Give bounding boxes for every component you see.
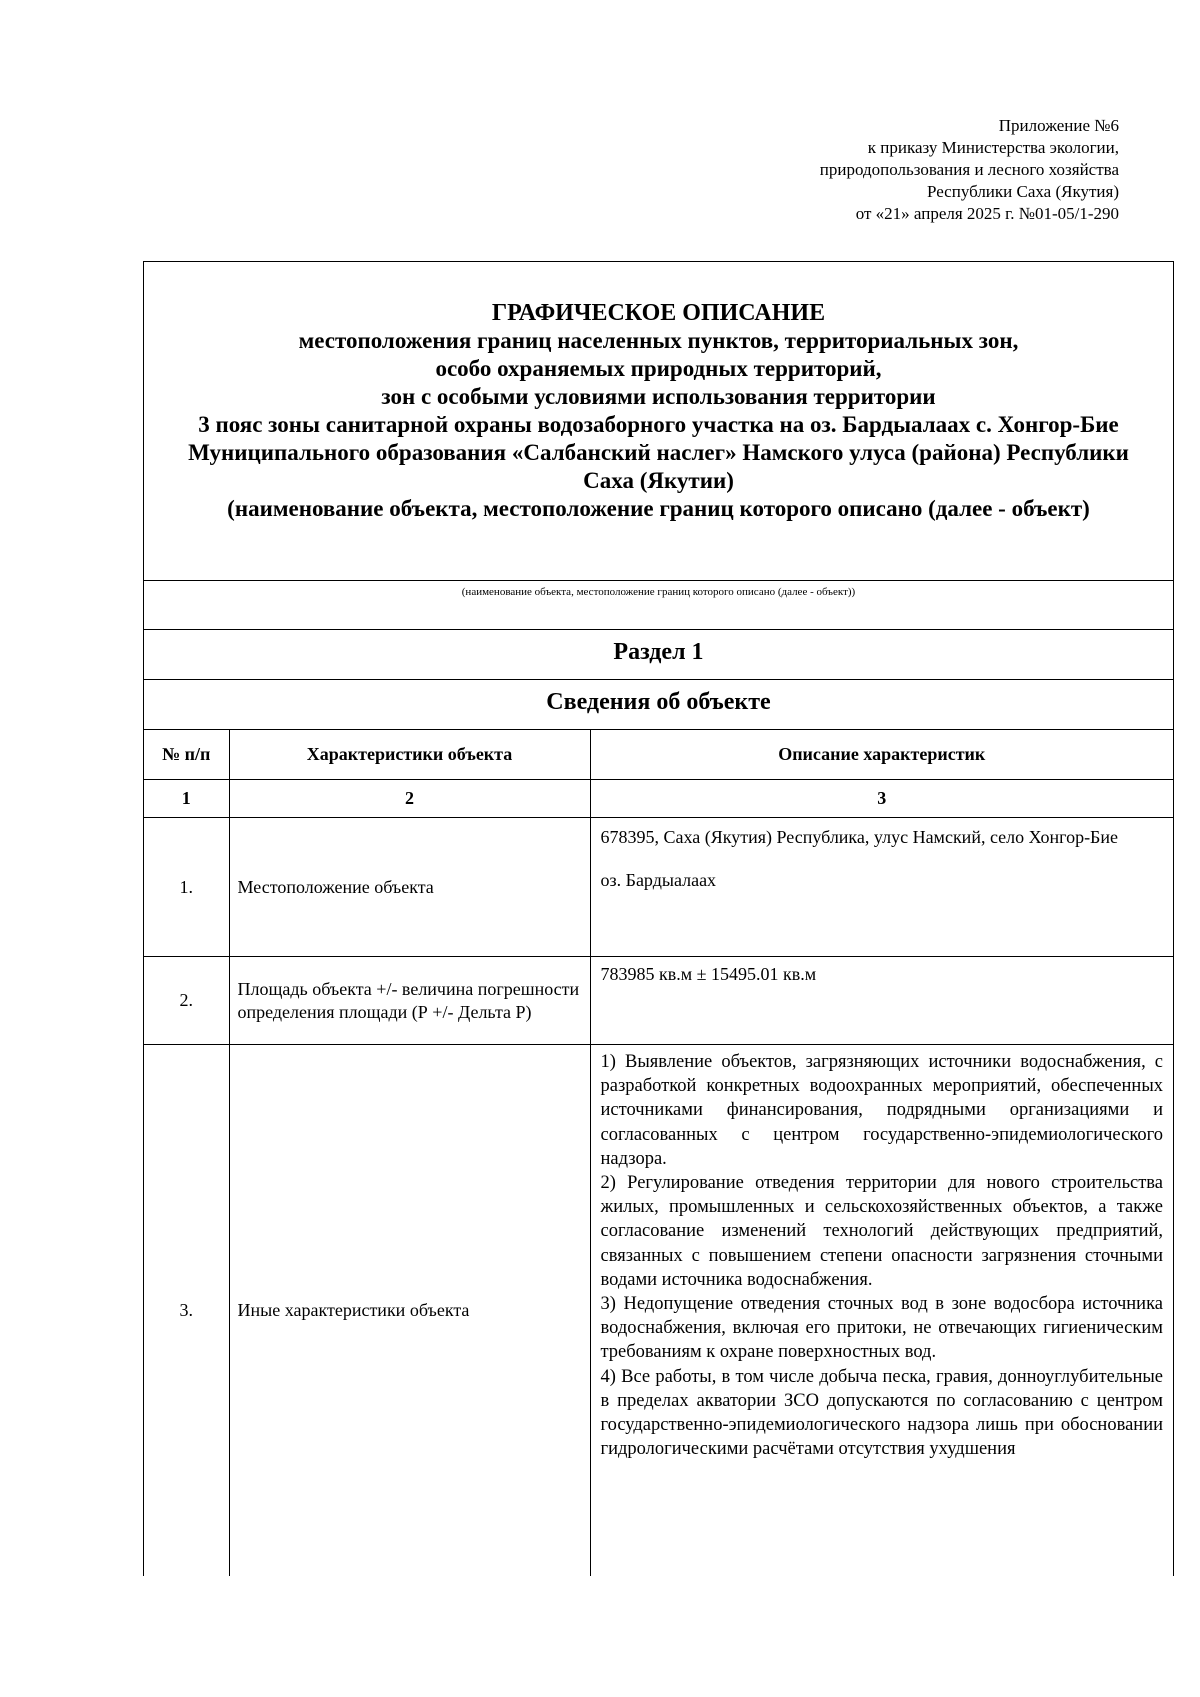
title-object-note: (наименование объекта, местоположение границ которого описано (далее - объект) (227, 496, 1090, 521)
document-frame (143, 261, 1174, 1576)
appendix-order-line: к приказу Министерства экологии, (867, 138, 1119, 157)
row-number: 1. (144, 818, 229, 957)
row-description (590, 818, 1173, 957)
title-object-name: 3 пояс зоны санитарной охраны водозаборного участка на оз. Бардыалаах с. Хонгор-Бие Муниципального образования «Салбанский наслег» Намского улуса (района) Республики Саха (Якутии) (188, 412, 1129, 493)
title-line-4: зон с особыми условиями использования территории (381, 384, 936, 409)
row-description (590, 1045, 1173, 1577)
table-row (144, 1045, 1173, 1577)
measure-paragraph-2: 2) Регулирование отведения территории для нового строительства жилых, промышленных и сельскохозяйственных объектов, а также согласование изменений технологий действующих предприятий, связанных с повышением степени опасности загрязнения сточными водами источника водоснабжения. (600, 1173, 1163, 1290)
appendix-header (699, 115, 1119, 225)
table-row (144, 957, 1173, 1045)
appendix-ministry-line: природопользования и лесного хозяйства (819, 160, 1119, 179)
column-number-2: 2 (229, 780, 590, 818)
area-value: 783985 кв.м ± 15495.01 кв.м (590, 957, 1173, 1045)
row-number: 3. (144, 1045, 229, 1577)
section-title: Раздел 1 (144, 629, 1173, 679)
header-description: Описание характеристик (590, 730, 1173, 780)
title-line-3: особо охраняемых природных территорий, (435, 356, 882, 381)
section-subtitle: Сведения об объекте (144, 679, 1173, 729)
header-number: № п/п (144, 730, 229, 780)
location-address: 678395, Саха (Якутия) Республика, улус Намский, село Хонгор-Бие (600, 827, 1119, 847)
appendix-republic-line: Республики Саха (Якутия) (926, 182, 1119, 201)
title-line-2: местоположения границ населенных пунктов, территориальных зон, (298, 328, 1019, 353)
table-header-row (144, 730, 1173, 780)
measure-paragraph-1: 1) Выявление объектов, загрязняющих источники водоснабжения, с разработкой конкретных водоохранных мероприятий, обеспеченных источниками финансирования, подрядными организациями и согласованных с центром государственно-эпидемиологического надзора. (600, 1052, 1163, 1169)
column-number-3: 3 (590, 780, 1173, 818)
row-characteristic: Иные характеристики объекта (229, 1045, 590, 1577)
measure-paragraph-4: 4) Все работы, в том числе добыча песка, гравия, донноуглубительные в пределах акватории ЗСО допускаются по согласованию с центром государственно-эпидемиологического надзора лишь при обосновании гидрологическими расчётами отсутствия ухудшения (600, 1366, 1163, 1460)
object-name-caption: (наименование объекта, местоположение границ которого описано (далее - объект)) (144, 580, 1173, 629)
header-characteristic: Характеристики объекта (229, 730, 590, 780)
row-characteristic: Местоположение объекта (229, 818, 590, 957)
table-numbering-row (144, 780, 1173, 818)
measure-paragraph-3: 3) Недопущение отведения сточных вод в зоне водосбора источника водоснабжения, включая его притоки, не отвечающих гигиеническим требованиям к охране поверхностных вод. (600, 1294, 1163, 1363)
table-row (144, 818, 1173, 957)
row-number: 2. (144, 957, 229, 1045)
appendix-date-line: от «21» апреля 2025 г. №01-05/1-290 (855, 204, 1119, 223)
document-title (144, 262, 1173, 580)
row-characteristic: Площадь объекта +/- величина погрешности определения площади (Р +/- Дельта Р) (229, 957, 590, 1045)
column-number-1: 1 (144, 780, 229, 818)
location-lake: оз. Бардыалаах (600, 870, 717, 890)
title-main: ГРАФИЧЕСКОЕ ОПИСАНИЕ (491, 300, 826, 326)
appendix-number: Приложение №6 (998, 116, 1119, 135)
characteristics-table (144, 729, 1173, 1576)
